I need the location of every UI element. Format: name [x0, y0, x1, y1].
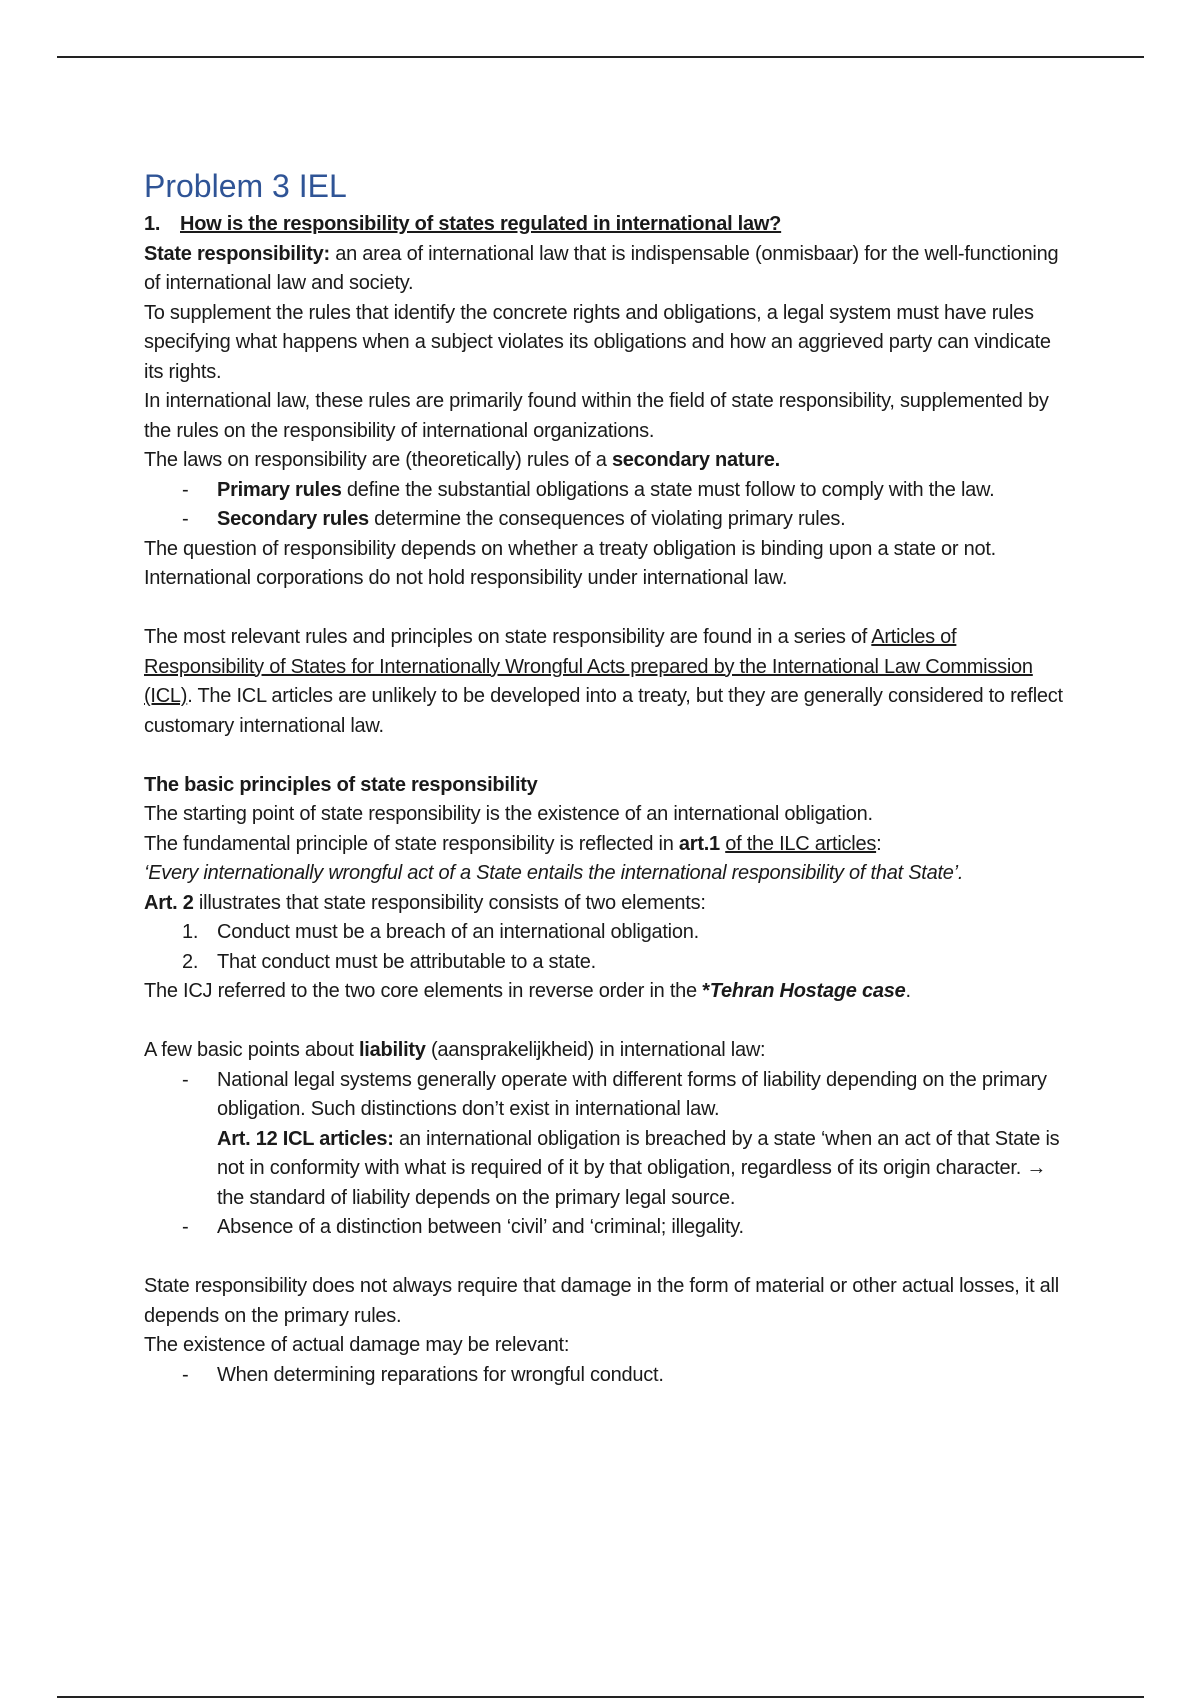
document-title: Problem 3 IEL — [144, 168, 347, 204]
paragraph-articles: The most relevant rules and principles on state responsibility are found in a series of Articles of Responsibility of States for Internationally Wrongful Acts prepared by the International Law Commission (ICL). The ICL articles are unlikely to be developed into a treaty, but they are generally considered to reflect customary international law. — [144, 626, 1063, 737]
ilc-articles-link[interactable]: of the ILC articles — [725, 832, 877, 855]
liability-list-continued — [144, 1213, 1064, 1243]
question-heading — [144, 210, 1064, 240]
paragraph-damage: State responsibility does not always require that damage in the form of material or other actual losses, it all depends on the primary rules. — [144, 1275, 1059, 1327]
paragraph-state-responsibility: State responsibility: an area of international law that is indispensable (onmisbaar) for the well-functioning of international law and society. — [144, 242, 1059, 294]
question-text: How is the responsibility of states regulated in international law? — [180, 213, 782, 235]
case-name: Tehran Hostage case — [709, 980, 906, 1002]
paragraph-actual-damage: The existence of actual damage may be relevant: — [144, 1334, 570, 1356]
elements-list — [144, 918, 1064, 977]
paragraph-tehran-case: The ICJ referred to the two core elements in reverse order in the *Tehran Hostage case. — [144, 980, 911, 1002]
list-item: - Primary rules define the substantial obligations a state must follow to comply with the law. — [144, 476, 1064, 506]
top-rule — [57, 56, 1144, 58]
paragraph-corporations: International corporations do not hold responsibility under international law. — [144, 567, 788, 589]
spacer — [144, 1007, 1064, 1037]
liability-list — [144, 1066, 1064, 1125]
paragraph-fundamental-principle: The fundamental principle of state responsibility is reflected in art.1 of the ILC articles: — [144, 832, 882, 855]
arrow-right-icon: → — [1026, 1157, 1047, 1179]
list-item: - When determining reparations for wrongful conduct. — [144, 1361, 1064, 1391]
paragraph-international-law: In international law, these rules are primarily found within the field of state responsibility, supplemented by the rules on the responsibility of international organizations. — [144, 390, 1049, 442]
quote-article-1: ‘Every internationally wrongful act of a State entails the international responsibility of that State’. — [144, 862, 964, 884]
paragraph-supplement: To supplement the rules that identify the concrete rights and obligations, a legal system must have rules specifying what happens when a subject violates its obligations and how an aggrieved party can vindicate its rights. — [144, 301, 1051, 383]
list-item: - National legal systems generally operate with different forms of liability depending on the primary obligation. Such distinctions don’t exist in international law. — [144, 1066, 1064, 1125]
paragraph-treaty-obligation: The question of responsibility depends on whether a treaty obligation is binding upon a state or not. — [144, 537, 996, 560]
list-item: - Secondary rules determine the consequences of violating primary rules. — [144, 505, 1064, 535]
paragraph-art-2: Art. 2 illustrates that state responsibility consists of two elements: — [144, 891, 706, 914]
list-item: - Absence of a distinction between ‘civil’ and ‘criminal; illegality. — [144, 1213, 1064, 1243]
term-state-responsibility: State responsibility: — [144, 242, 330, 265]
spacer — [144, 741, 1064, 771]
rules-list — [144, 476, 1064, 535]
paragraph-liability: A few basic points about liability (aansprakelijkheid) in international law: — [144, 1039, 766, 1061]
list-item: 2. That conduct must be attributable to a state. — [182, 950, 596, 973]
paragraph-secondary-nature: The laws on responsibility are (theoretically) rules of a secondary nature. — [144, 449, 780, 471]
articles-link[interactable]: Articles of Responsibility of States for Internationally Wrongful Acts prepared by the International Law Commission (ICL) — [144, 626, 1033, 707]
bottom-rule — [57, 1696, 1144, 1698]
question-number: 1. — [144, 213, 161, 235]
document-body — [144, 166, 1064, 1390]
damage-list — [144, 1361, 1064, 1391]
paragraph-starting-point: The starting point of state responsibility is the existence of an international obligation. — [144, 803, 873, 825]
spacer — [144, 1243, 1064, 1273]
spacer — [144, 594, 1064, 624]
paragraph-art-12: Art. 12 ICL articles: an international obligation is breached by a state ‘when an act of that State is not in conformity with what is required of it by that obligation, regardless of its origin character. → the standard of liability depends on the primary legal source. — [217, 1127, 1060, 1209]
section-heading-basic-principles: The basic principles of state responsibility — [144, 773, 538, 796]
list-item: 1. Conduct must be a breach of an international obligation. — [182, 921, 699, 943]
